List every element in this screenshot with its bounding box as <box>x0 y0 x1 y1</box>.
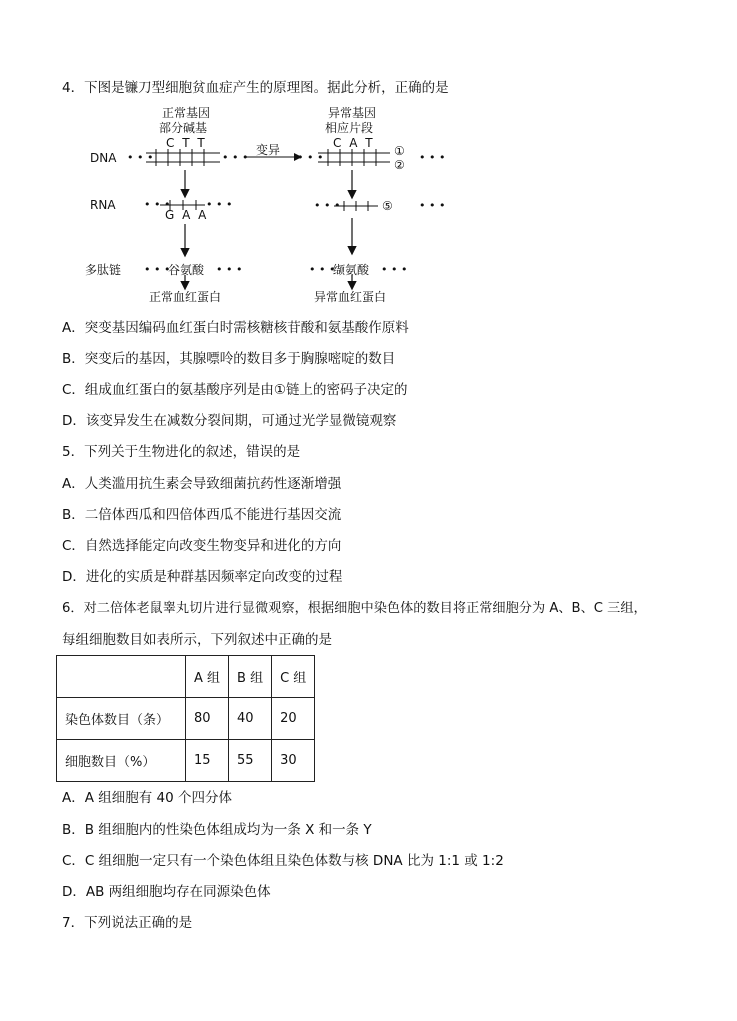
abnormal-gene-label: 异常基因 <box>328 106 377 120</box>
normal-bases: C T T <box>166 136 207 150</box>
q7-stem: 7．下列说法正确的是 <box>62 915 193 931</box>
dots-rna-right-2: • • • <box>419 199 446 212</box>
q5-option-d: D．进化的实质是种群基因频率定向改变的过程 <box>62 569 343 585</box>
dots-peptide-right-1: • • • <box>309 263 336 276</box>
dna-label: DNA <box>90 151 117 165</box>
q5-stem: 5．下列关于生物进化的叙述，错误的是 <box>62 444 301 460</box>
mutation-label: 变异 <box>256 143 281 157</box>
dots-dna-left-2: • • • <box>222 151 249 164</box>
dots-rna-right-1: • • • <box>314 199 341 212</box>
dots-rna-left-1: • • • <box>144 198 171 211</box>
dna-normal-strands <box>146 149 220 166</box>
q4-option-c: C．组成血红蛋白的氨基酸序列是由①链上的密码子决定的 <box>62 382 408 398</box>
q5-option-b: B．二倍体西瓜和四倍体西瓜不能进行基因交流 <box>62 507 342 523</box>
table-cell: 细胞数目（%） <box>57 740 186 782</box>
dots-rna-left-2: • • • <box>206 198 233 211</box>
q6-table <box>56 655 315 782</box>
normal-protein-label: 正常血红蛋白 <box>149 290 222 304</box>
table-row <box>57 740 315 782</box>
table-header-cell: B 组 <box>229 656 272 698</box>
abnormal-amino-acid: 缬氨酸 <box>333 263 370 277</box>
table-cell: 染色体数目（条） <box>57 698 186 740</box>
q6-option-c: C．C 组细胞一定只有一个染色体组且染色体数与核 DNA 比为 1:1 或 1:2 <box>62 853 504 869</box>
dots-peptide-left-1: • • • <box>144 263 171 276</box>
q6-stem-line2: 每组细胞数目如表所示，下列叙述中正确的是 <box>62 632 332 648</box>
q5-option-c: C．自然选择能定向改变生物变异和进化的方向 <box>62 538 342 554</box>
q4-option-a: A．突变基因编码血红蛋白时需核糖核苷酸和氨基酸作原料 <box>62 320 409 336</box>
table-header-cell: A 组 <box>186 656 229 698</box>
peptide-label: 多肽链 <box>85 263 122 277</box>
q6-option-d: D．AB 两组细胞均存在同源染色体 <box>62 884 271 900</box>
abnormal-gene-sublabel: 相应片段 <box>325 121 374 135</box>
dna-abnormal-strands <box>318 149 390 166</box>
q6-option-b: B．B 组细胞内的性染色体组成均为一条 X 和一条 Y <box>62 822 372 838</box>
table-cell: 30 <box>272 740 315 782</box>
table-cell: 55 <box>229 740 272 782</box>
strand-2-label: ② <box>394 158 405 172</box>
strand-5-label: ⑤ <box>382 199 393 213</box>
table-cell: 40 <box>229 698 272 740</box>
q4-option-b: B．突变后的基因，其腺嘌呤的数目多于胸腺嘧啶的数目 <box>62 351 396 367</box>
q4-stem: 4．下图是镰刀型细胞贫血症产生的原理图。据此分析，正确的是 <box>62 80 449 96</box>
dots-peptide-left-2: • • • <box>216 263 243 276</box>
normal-gene-sublabel: 部分碱基 <box>159 121 208 135</box>
q5-option-a: A．人类滥用抗生素会导致细菌抗药性逐渐增强 <box>62 476 342 492</box>
table-row <box>57 698 315 740</box>
table-header-cell: C 组 <box>272 656 315 698</box>
dots-dna-right-1: • • • <box>297 151 324 164</box>
abnormal-bases: C A T <box>333 136 375 150</box>
rna-bases: G A A <box>165 208 209 222</box>
strand-1-label: ① <box>394 144 405 158</box>
dots-dna-left-1: • • • <box>127 151 154 164</box>
q6-option-a: A．A 组细胞有 40 个四分体 <box>62 790 233 806</box>
q6-stem-line1: 6．对二倍体老鼠睾丸切片进行显微观察，根据细胞中染色体的数目将正常细胞分为 A、B、C 三组， <box>62 601 647 616</box>
table-header-cell <box>57 656 186 698</box>
table-header-row <box>57 656 315 698</box>
rna-abnormal-strand <box>334 201 378 211</box>
rna-normal-strand <box>160 200 205 210</box>
table-cell: 15 <box>186 740 229 782</box>
table-cell: 20 <box>272 698 315 740</box>
dots-dna-right-2: • • • <box>419 151 446 164</box>
normal-amino-acid: 谷氨酸 <box>168 263 205 277</box>
normal-gene-label: 正常基因 <box>162 106 211 120</box>
abnormal-protein-label: 异常血红蛋白 <box>314 290 387 304</box>
dots-peptide-right-2: • • • <box>381 263 408 276</box>
table-cell: 80 <box>186 698 229 740</box>
rna-label: RNA <box>90 198 116 212</box>
q4-option-d: D．该变异发生在减数分裂间期，可通过光学显微镜观察 <box>62 413 397 429</box>
